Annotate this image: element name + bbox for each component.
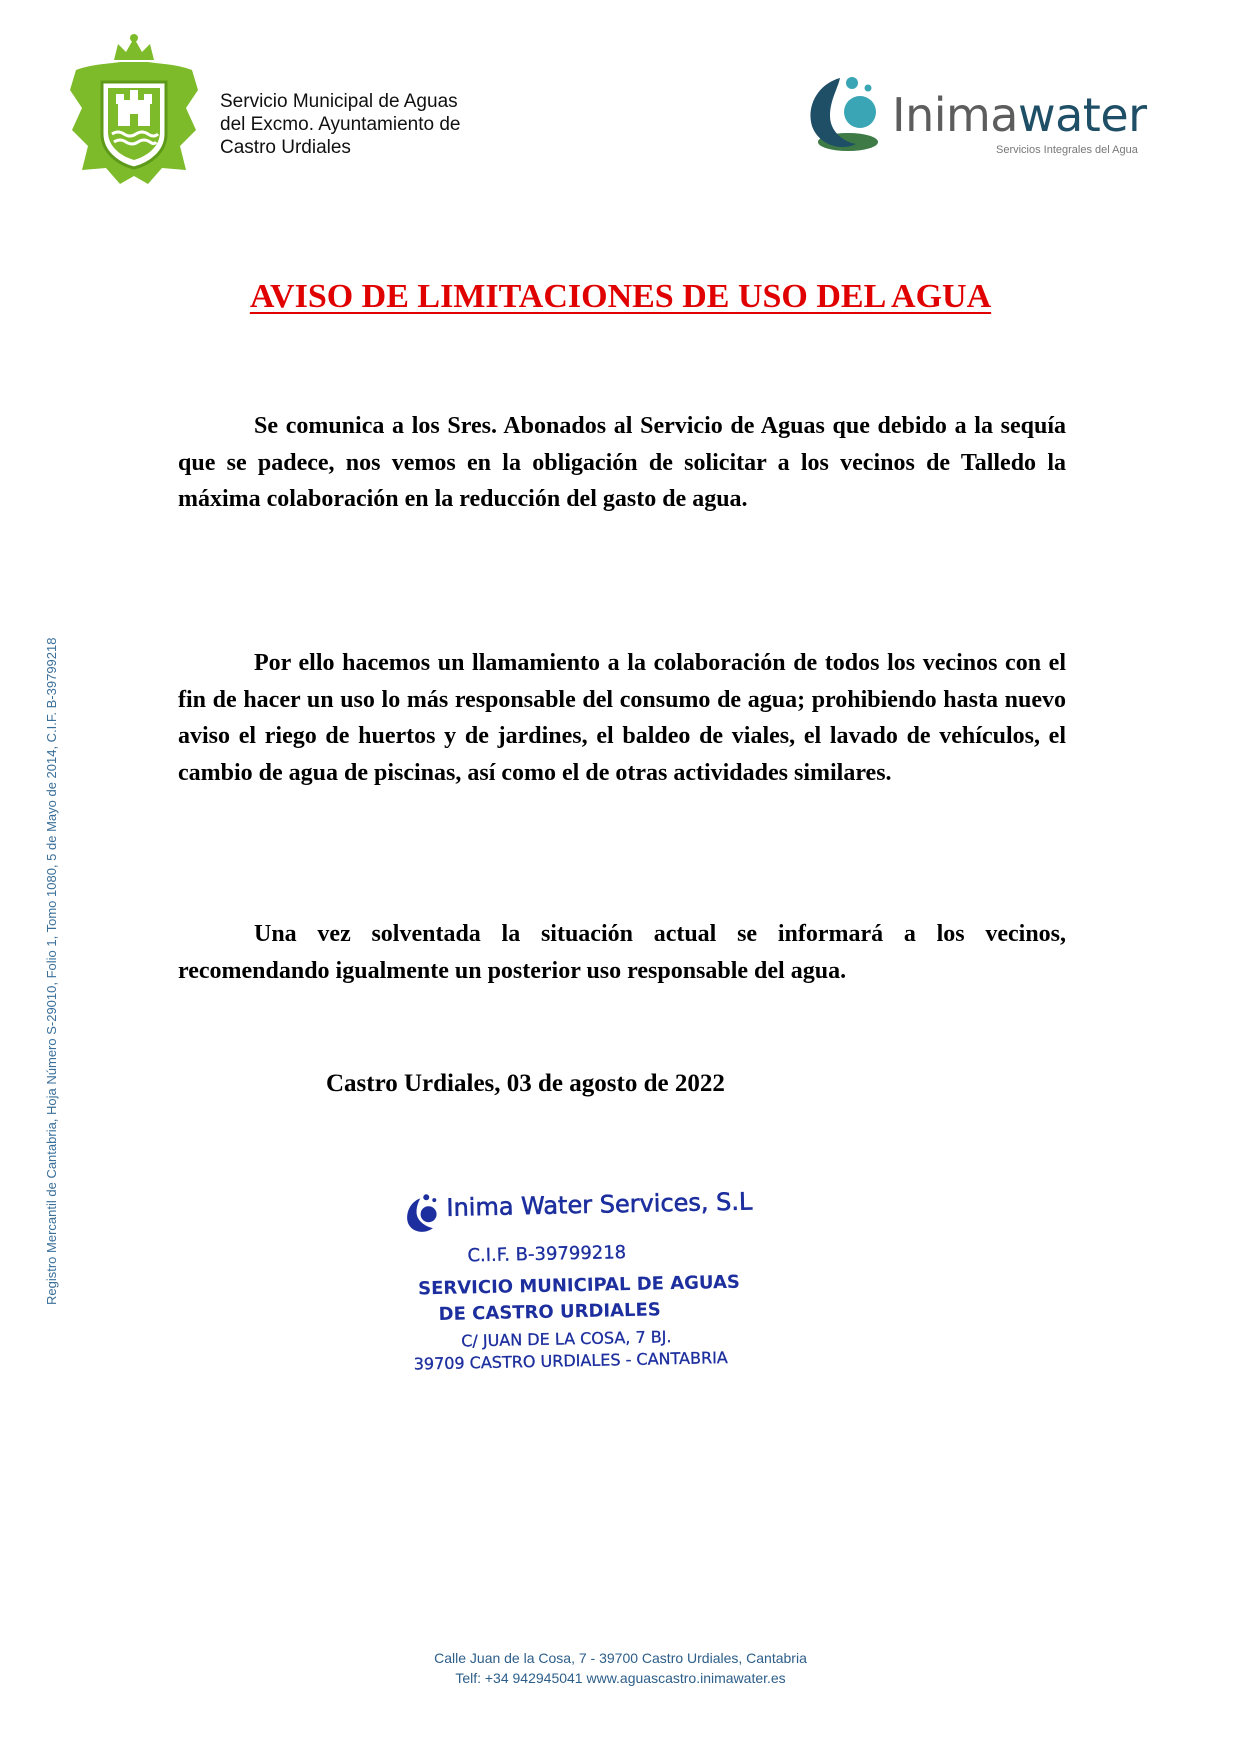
date-line: Castro Urdiales, 03 de agosto de 2022 — [326, 1070, 725, 1097]
stamp-address-line-2: 39709 CASTRO URDIALES - CANTABRIA — [413, 1347, 728, 1374]
stamp-address-line-1: C/ JUAN DE LA COSA, 7 BJ. — [461, 1327, 672, 1351]
company-stamp — [396, 1181, 770, 1379]
brand-tagline: Servicios Integrales del Agua — [996, 144, 1138, 156]
stamp-cif: C.I.F. B-39799218 — [467, 1242, 627, 1267]
stamp-company: Inima Water Services, S.L — [446, 1187, 753, 1222]
inimawater-logo — [800, 70, 1180, 160]
footer — [0, 1648, 1241, 1688]
stamp-drop-icon — [402, 1192, 443, 1237]
water-drop-logo-icon — [800, 70, 895, 160]
notice-title — [0, 278, 1241, 316]
registry-side-text: Registro Mercantil de Cantabria, Hoja Número S-29010, Folio 1, Tomo 1080, 5 de Mayo de 2014, C.I.F. B-39799218 — [44, 637, 59, 1305]
paragraph-2: Por ello hacemos un llamamiento a la colaboración de todos los vecinos con el fin de hacer un uso lo más responsable del consumo de agua; prohibiendo hasta nuevo aviso el riego de huertos y de jardines, el baldeo de viales, el lavado de vehículos, el cambio de agua de piscinas, así como el de otras actividades similares. — [178, 650, 1066, 786]
org-line-2: del Excmo. Ayuntamiento de — [220, 114, 461, 135]
brand-prefix: Inima — [892, 88, 1018, 142]
brand-wordmark — [892, 88, 1147, 142]
paragraph-1: Se comunica a los Sres. Abonados al Servicio de Aguas que debido a la sequía que se padece, nos vemos en la obligación de solicitar a los vecinos de Talledo la máxima colaboración en la reducción del gasto de agua. — [178, 413, 1066, 512]
footer-address: Calle Juan de la Cosa, 7 - 39700 Castro Urdiales, Cantabria — [434, 1650, 807, 1666]
notice-title-text: AVISO DE LIMITACIONES DE USO DEL AGUA — [249, 278, 992, 315]
brand-suffix: water — [1018, 88, 1147, 142]
footer-contact: Telf: +34 942945041 www.aguascastro.inimawater.es — [455, 1670, 786, 1686]
stamp-service-line-2: DE CASTRO URDIALES — [438, 1299, 661, 1326]
organization-name — [220, 90, 460, 159]
org-line-3: Castro Urdiales — [220, 137, 351, 158]
org-line-1: Servicio Municipal de Aguas — [220, 91, 458, 112]
stamp-service-line-1: SERVICIO MUNICIPAL DE AGUAS — [417, 1271, 741, 1300]
municipal-crest-icon — [62, 30, 206, 190]
paragraph-3: Una vez solventada la situación actual se informará a los vecinos, recomendando igualmente un posterior uso responsable del agua. — [178, 921, 1066, 984]
